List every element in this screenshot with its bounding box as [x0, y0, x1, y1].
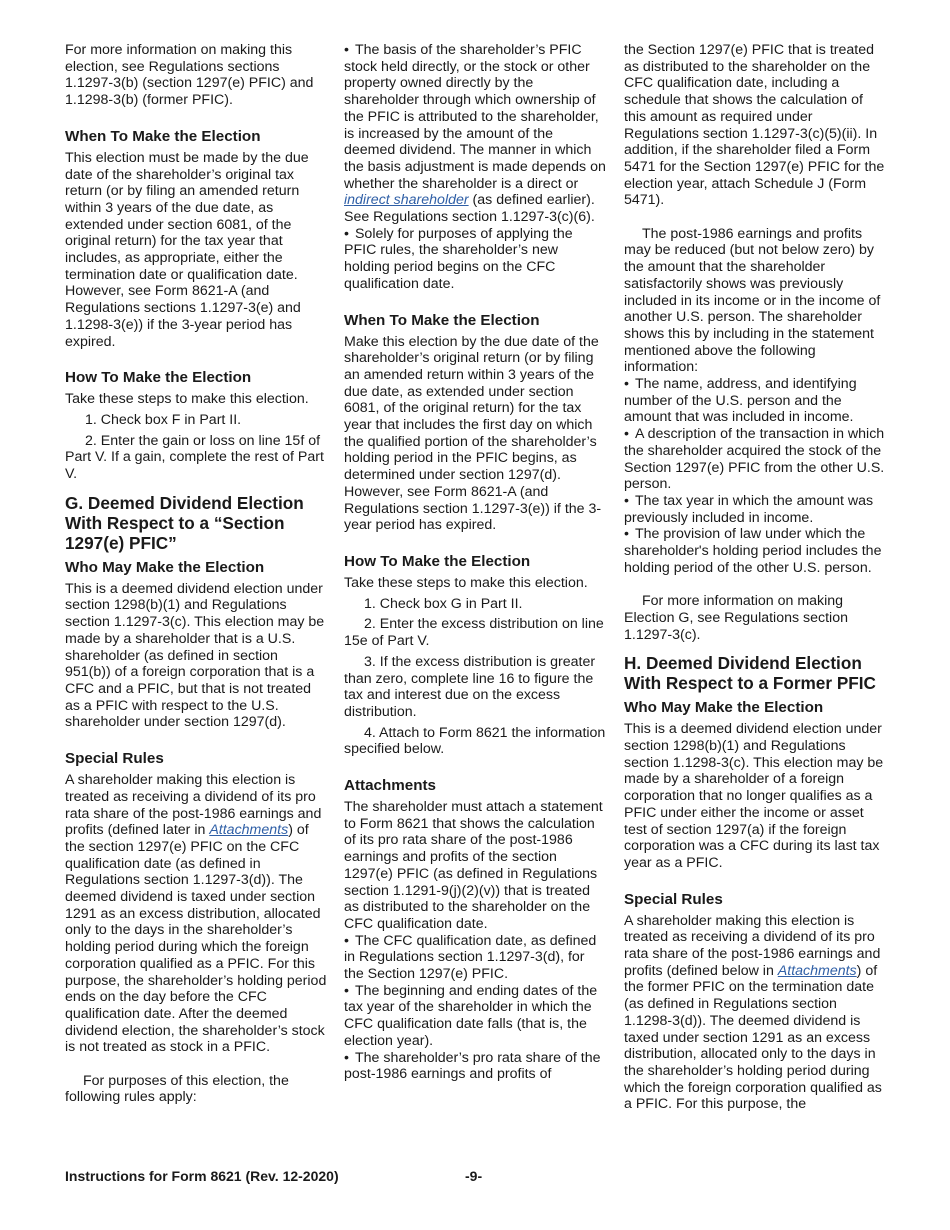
heading-special-rules: Special Rules: [65, 750, 164, 768]
column-left: [65, 42, 327, 1106]
heading-attachments: Attachments: [344, 777, 436, 795]
heading-how-to-make-election: How To Make the Election: [65, 369, 252, 387]
bullet-tax-year: • The tax year in which the amount was previously included in income.: [624, 493, 886, 526]
step-1: 1. Check box G in Part II.: [364, 595, 523, 612]
bullet-name-address: • The name, address, and identifying number of the U.S. person and the amount that was included in income.: [624, 376, 886, 426]
section-g-heading: G. Deemed Dividend Election With Respect to a “Section 1297(e) PFIC”: [65, 492, 304, 553]
footer-form-title: Instructions for Form 8621 (Rev. 12-2020): [65, 1168, 339, 1184]
continued-paragraph: the Section 1297(e) PFIC that is treated as distributed to the shareholder on the CFC qualification date, including a schedule that shows the calculation of this amount as required under Regulations section 1.1297-3(c)(5)(ii). In addition, if the shareholder filed a Form 5471 for the Section 1297(e) PFIC for the election year, attach Schedule J (Form 5471).: [624, 42, 885, 209]
step-2: 2. Enter the gain or loss on line 15f of Part V. If a gain, complete the rest of Part V.: [65, 432, 324, 483]
intro-paragraph: For more information on making this election, see Regulations sections 1.1297-3(b) (section 1297(e) PFIC) and 1.1298-3(b) (former PFIC).: [65, 42, 314, 109]
step-4: 4. Attach to Form 8621 the information specified below.: [344, 724, 606, 758]
step-1: 1. Check box F in Part II.: [85, 411, 242, 428]
footer-page-number: -9-: [465, 1168, 483, 1184]
who-paragraph: This is a deemed dividend election under section 1298(b)(1) and Regulations section 1.1297-3(c). This election may be made by a shareholder that is a U.S. shareholder (as defined in section 951(b)) of a foreign corporation that is a CFC and a PFIC, but that is not treated as a PFIC with respect to the U.S. shareholder under section 1297(d).: [65, 580, 325, 731]
heading-special-rules: Special Rules: [624, 890, 723, 908]
heading-when-to-make-election: When To Make the Election: [344, 311, 540, 329]
bullet-pro-rata-share: • The shareholder’s pro rata share of the post-1986 earnings and profits of: [344, 1050, 606, 1083]
who-paragraph: This is a deemed dividend election under section 1298(b)(1) and Regulations section 1.1298-3(c). This election may be made by a shareholder of a foreign corporation that no longer qualifies as a PFIC under either the income or asset test of section 1297(a) if the foreign corporation was a CFC during its last tax year as a PFIC.: [624, 721, 884, 871]
attachments-paragraph: The shareholder must attach a statement to Form 8621 that shows the calculation of its pro rata share of the post-1986 earnings and profits of the section 1297(e) PFIC (as defined in Regulations section 1.1291-9(j)(2)(v)) that is treated as distributed to the shareholder on the CFC qualification date.: [344, 799, 603, 932]
heading-when-to-make-election: When To Make the Election: [65, 127, 261, 145]
column-right: [624, 42, 886, 1113]
purposes-paragraph: For purposes of this election, the following rules apply:: [65, 1072, 289, 1106]
when-paragraph: This election must be made by the due date of the shareholder’s original tax return (or by filing an amended return within 3 years of the due date, as extended under section 6081, of the original return) for the tax year that includes, as appropriate, either the termination date or qualification date. However, see Form 8621-A (and Regulations sections 1.1297-3(e) and 1.1298-3(e)) if the 3-year period has expired.: [65, 149, 309, 350]
how-paragraph: Take these steps to make this election.: [344, 574, 588, 591]
bullet-tax-year-dates: • The beginning and ending dates of the tax year of the shareholder in which the CFC qualification date falls (that is, the election year).: [344, 983, 606, 1050]
heading-who-may-make-election: Who May Make the Election: [65, 558, 265, 576]
heading-who-may-make-election: Who May Make the Election: [624, 699, 824, 717]
attachments-link[interactable]: Attachments: [209, 822, 289, 839]
attachments-link[interactable]: Attachments: [777, 962, 857, 979]
step-3: 3. If the excess distribution is greater than zero, complete line 16 to figure the tax and interest due on the excess distribution.: [344, 653, 596, 720]
post-1986-paragraph: The post-1986 earnings and profits may be reduced (but not below zero) by the amount that the shareholder satisfactorily shows was previously included in its income or in the income of another U.S. person. The shareholder shows this by including in the statement mentioned above the following information:: [624, 225, 881, 376]
bullet-transaction-description: • A description of the transaction in which the shareholder acquired the stock of the Section 1297(e) PFIC from the other U.S. person.: [624, 426, 886, 493]
heading-how-to-make-election: How To Make the Election: [344, 552, 531, 570]
more-info-paragraph: For more information on making Election G, see Regulations section 1.1297-3(c).: [624, 593, 848, 643]
special-rules-paragraph: A shareholder making this election is treated as receiving a dividend of its pro rata share of the post-1986 earnings and profits (defined later in Attachments) of the section 1297(e) PFIC on the CFC qualification date (as defined in Regulations section 1.1297-3(d)). The deemed dividend is taxed under section 1291 as an excess distribution, allocated only to the days in the shareholder’s holding period during which the foreign corporation qualified as a PFIC. For this purpose, the shareholder’s holding period ends on the day before the CFC qualification date. After the deemed dividend election, the shareholder’s stock is not treated as stock in a PFIC.: [65, 772, 327, 1056]
column-middle: [344, 42, 606, 1083]
section-h-heading: H. Deemed Dividend Election With Respect to a Former PFIC: [624, 653, 876, 694]
how-paragraph: Take these steps to make this election.: [65, 391, 309, 408]
bullet-provision-of-law: • The provision of law under which the shareholder's holding period includes the holding period of the other U.S. person.: [624, 526, 886, 576]
bullet-cfc-qualification-date: • The CFC qualification date, as defined in Regulations section 1.1297-3(d), for the Section 1297(e) PFIC.: [344, 933, 606, 983]
indirect-shareholder-link[interactable]: indirect shareholder: [344, 192, 469, 209]
bullet-holding-period: • Solely for purposes of applying the PFIC rules, the shareholder’s new holding period begins on the CFC qualification date.: [344, 226, 606, 293]
when-paragraph: Make this election by the due date of the shareholder’s original return (or by filing an amended return within 3 years of the due date, as extended under section 6081, of the original return) for the tax year that includes the first day on which the qualified portion of the shareholder’s holding period in the PFIC begins, as determined under section 1297(d). However, see Form 8621-A (and Regulations section 1.1297-3(e)) if the 3-year period has expired.: [344, 333, 602, 534]
bullet-basis: • The basis of the shareholder’s PFIC stock held directly, or the stock or other property owned directly by the shareholder through which ownership of the PFIC is attributed to the shareholder, is increased by the amount of the deemed dividend. The manner in which the basis adjustment is made depends on whether the shareholder is a direct or indirect shareholder (as defined earlier). See Regulations section 1.1297-3(c)(6).: [344, 42, 606, 226]
special-rules-paragraph: A shareholder making this election is treated as receiving a dividend of its pro rata share of the post-1986 earnings and profits (defined below in Attachments) of the former PFIC on the termination date (as defined in Regulations section 1.1298-3(d)). The deemed dividend is taxed under section 1291 as an excess distribution, allocated only to the days in the shareholder’s holding period during which the foreign corporation qualified as a PFIC. For this purpose, the: [624, 912, 882, 1113]
step-2: 2. Enter the excess distribution on line 15e of Part V.: [344, 616, 604, 650]
